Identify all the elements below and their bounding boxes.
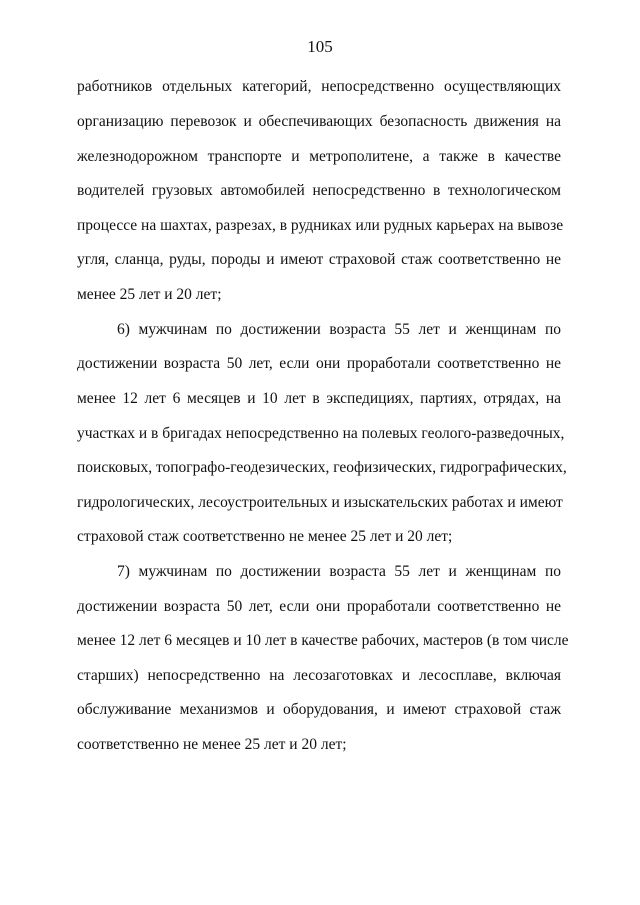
text-line: работников отдельных категорий, непосредственно осуществляющих [77, 78, 561, 95]
text-line: достижении возраста 50 лет, если они проработали соответственно не [77, 598, 561, 615]
item-6-first-line: 6) мужчинам по достижении возраста 55 лет и женщинам по [117, 321, 561, 338]
text-line: поисковых, топографо-геодезических, геофизических, гидрографических, [77, 459, 567, 476]
text-line: организацию перевозок и обеспечивающих безопасность движения на [77, 113, 561, 130]
text-line: менее 25 лет и 20 лет; [77, 286, 222, 303]
text-line: менее 12 лет 6 месяцев и 10 лет в экспедициях, партиях, отрядах, на [77, 390, 561, 407]
item-7-first-line: 7) мужчинам по достижении возраста 55 лет и женщинам по [117, 563, 561, 580]
page-number: 105 [307, 37, 333, 56]
text-line: страховой стаж соответственно не менее 25 лет и 20 лет; [77, 528, 453, 545]
text-line: гидрологических, лесоустроительных и изыскательских работах и имеют [77, 494, 563, 511]
text-line: железнодорожном транспорте и метрополитене, а также в качестве [77, 148, 561, 165]
text-line: водителей грузовых автомобилей непосредственно в технологическом [77, 182, 561, 199]
text-line: старших) непосредственно на лесозаготовках и лесосплаве, включая [77, 667, 561, 684]
text-line: угля, сланца, руды, породы и имеют страховой стаж соответственно не [77, 251, 561, 268]
text-line: соответственно не менее 25 лет и 20 лет; [77, 736, 347, 753]
text-line: участках и в бригадах непосредственно на полевых геолого-разведочных, [77, 425, 565, 442]
text-line: обслуживание механизмов и оборудования, и имеют страховой стаж [77, 701, 561, 718]
text-line: достижении возраста 50 лет, если они проработали соответственно не [77, 355, 561, 372]
text-line: менее 12 лет 6 месяцев и 10 лет в качестве рабочих, мастеров (в том числе [77, 632, 569, 649]
text-line: процессе на шахтах, разрезах, в рудниках или рудных карьерах на вывозе [77, 217, 564, 234]
